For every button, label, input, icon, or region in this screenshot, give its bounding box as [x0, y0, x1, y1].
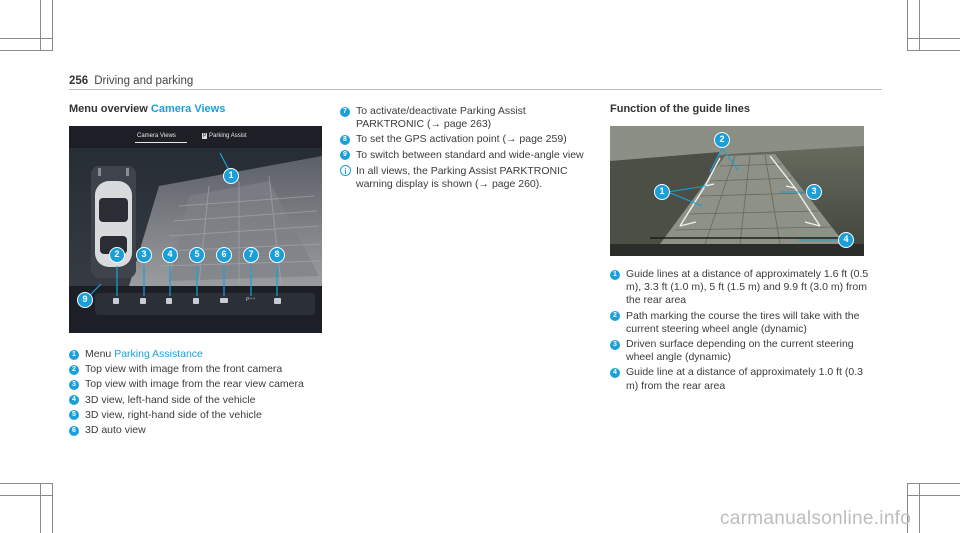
section-title: Driving and parking	[94, 75, 194, 87]
crop-mark	[907, 50, 960, 51]
list-item	[69, 394, 324, 407]
item-text: Guide line at a distance of approximately 1.0 ft (0.3 m) from the rear area	[626, 366, 863, 392]
heading-accent: Camera Views	[150, 103, 226, 115]
callout-badge: 8	[269, 247, 285, 263]
menu-overview-heading	[69, 103, 225, 115]
crop-mark	[919, 0, 920, 50]
crop-mark	[0, 50, 53, 51]
item-number: 3	[69, 380, 79, 390]
rear-camera-image	[610, 126, 864, 256]
item-text: 3D view, left-hand side of the vehicle	[85, 393, 256, 406]
crop-mark	[52, 483, 53, 533]
list-item	[69, 409, 324, 422]
crop-mark	[40, 0, 41, 50]
item-number: 7	[340, 107, 350, 117]
item-text: 3D view, right-hand side of the vehicle	[85, 408, 262, 421]
item-text: To switch between standard and wide-angle view	[356, 148, 584, 161]
item-text: 3D auto view	[85, 424, 146, 437]
list-item	[69, 424, 324, 437]
item-number: 5	[69, 410, 79, 420]
list-item	[610, 268, 872, 308]
right-legend-list	[610, 268, 872, 395]
info-note	[340, 165, 590, 191]
item-text: Guide lines at a distance of approximately 1.6 ft (0.5 m), 3.3 ft (1.0 m), 5 ft (1.5 m) and 9.9 ft (3.0 m) from the rear area	[626, 268, 869, 307]
info-icon: i	[340, 165, 351, 176]
camera-views-screen	[69, 126, 322, 333]
info-text: In all views, the Parking Assist PARKTRONIC warning display is shown (→ page 260).	[356, 164, 568, 191]
list-item	[610, 366, 872, 392]
callout-badge: 3	[806, 184, 822, 200]
item-number: 4	[610, 368, 620, 378]
item-text: Path marking the course the tires will take with the current steering wheel angle (dynamic)	[626, 309, 860, 335]
item-number: 6	[69, 426, 79, 436]
item-number: 2	[69, 365, 79, 375]
list-item	[610, 338, 872, 364]
callout-badge: 4	[162, 247, 178, 263]
item-number: 8	[340, 135, 350, 145]
crop-mark	[907, 38, 960, 39]
crop-mark	[0, 38, 53, 39]
middle-legend-list	[340, 105, 590, 193]
callout-badge: 4	[838, 232, 854, 248]
item-number: 1	[610, 270, 620, 280]
item-number: 2	[610, 311, 620, 321]
list-item	[69, 378, 324, 391]
callout-badge: 5	[189, 247, 205, 263]
list-item	[340, 105, 590, 131]
crop-mark	[919, 483, 920, 533]
callout-badge: 1	[654, 184, 670, 200]
list-item	[69, 363, 324, 376]
item-text: Top view with image from the rear view camera	[85, 378, 304, 391]
crop-mark	[0, 495, 53, 496]
list-item	[340, 133, 590, 146]
item-text: To set the GPS activation point (→ page 259)	[356, 133, 567, 146]
parking-assistance-link[interactable]: Parking Assistance	[114, 348, 203, 360]
callout-badge: 9	[77, 292, 93, 308]
page-header	[69, 75, 193, 87]
tab-parking-assist[interactable]	[202, 133, 247, 139]
callout-badge: 6	[216, 247, 232, 263]
crop-mark	[52, 0, 53, 50]
callout-badge: 2	[109, 247, 125, 263]
item-text: Top view with image from the front camera	[85, 363, 283, 376]
crop-mark	[0, 483, 53, 484]
parking-assist-label: Parking Assist	[209, 133, 247, 139]
left-legend-list	[69, 348, 324, 439]
crop-mark	[907, 0, 908, 50]
header-divider	[69, 89, 882, 90]
item-number: 1	[69, 350, 79, 360]
crop-mark	[907, 495, 960, 496]
menu-p-label: P⁺⁺	[246, 297, 256, 303]
item-number: 4	[69, 395, 79, 405]
watermark: carmanualsonline.info	[720, 508, 912, 529]
crop-mark	[40, 483, 41, 533]
crop-mark	[907, 483, 960, 484]
callout-badge: 2	[714, 132, 730, 148]
callout-badge: 1	[223, 168, 239, 184]
list-item	[69, 348, 324, 361]
parking-assist-icon: P	[203, 133, 207, 139]
callout-badge: 3	[136, 247, 152, 263]
active-tab-underline	[135, 142, 187, 143]
callout-badge: 7	[243, 247, 259, 263]
heading-prefix: Menu overview	[69, 103, 148, 115]
item-text: Menu	[85, 348, 115, 360]
item-number: 3	[610, 340, 620, 350]
list-item	[340, 149, 590, 162]
list-item	[610, 310, 872, 336]
item-text: To activate/deactivate Parking Assist PARKTRONIC (→ page 263)	[356, 105, 526, 131]
tab-camera-views[interactable]: Camera Views	[137, 133, 176, 139]
item-text: Driven surface depending on the current steering wheel angle (dynamic)	[626, 338, 854, 364]
guide-lines-heading: Function of the guide lines	[610, 103, 750, 115]
item-number: 9	[340, 150, 350, 160]
page-number: 256	[69, 75, 89, 87]
